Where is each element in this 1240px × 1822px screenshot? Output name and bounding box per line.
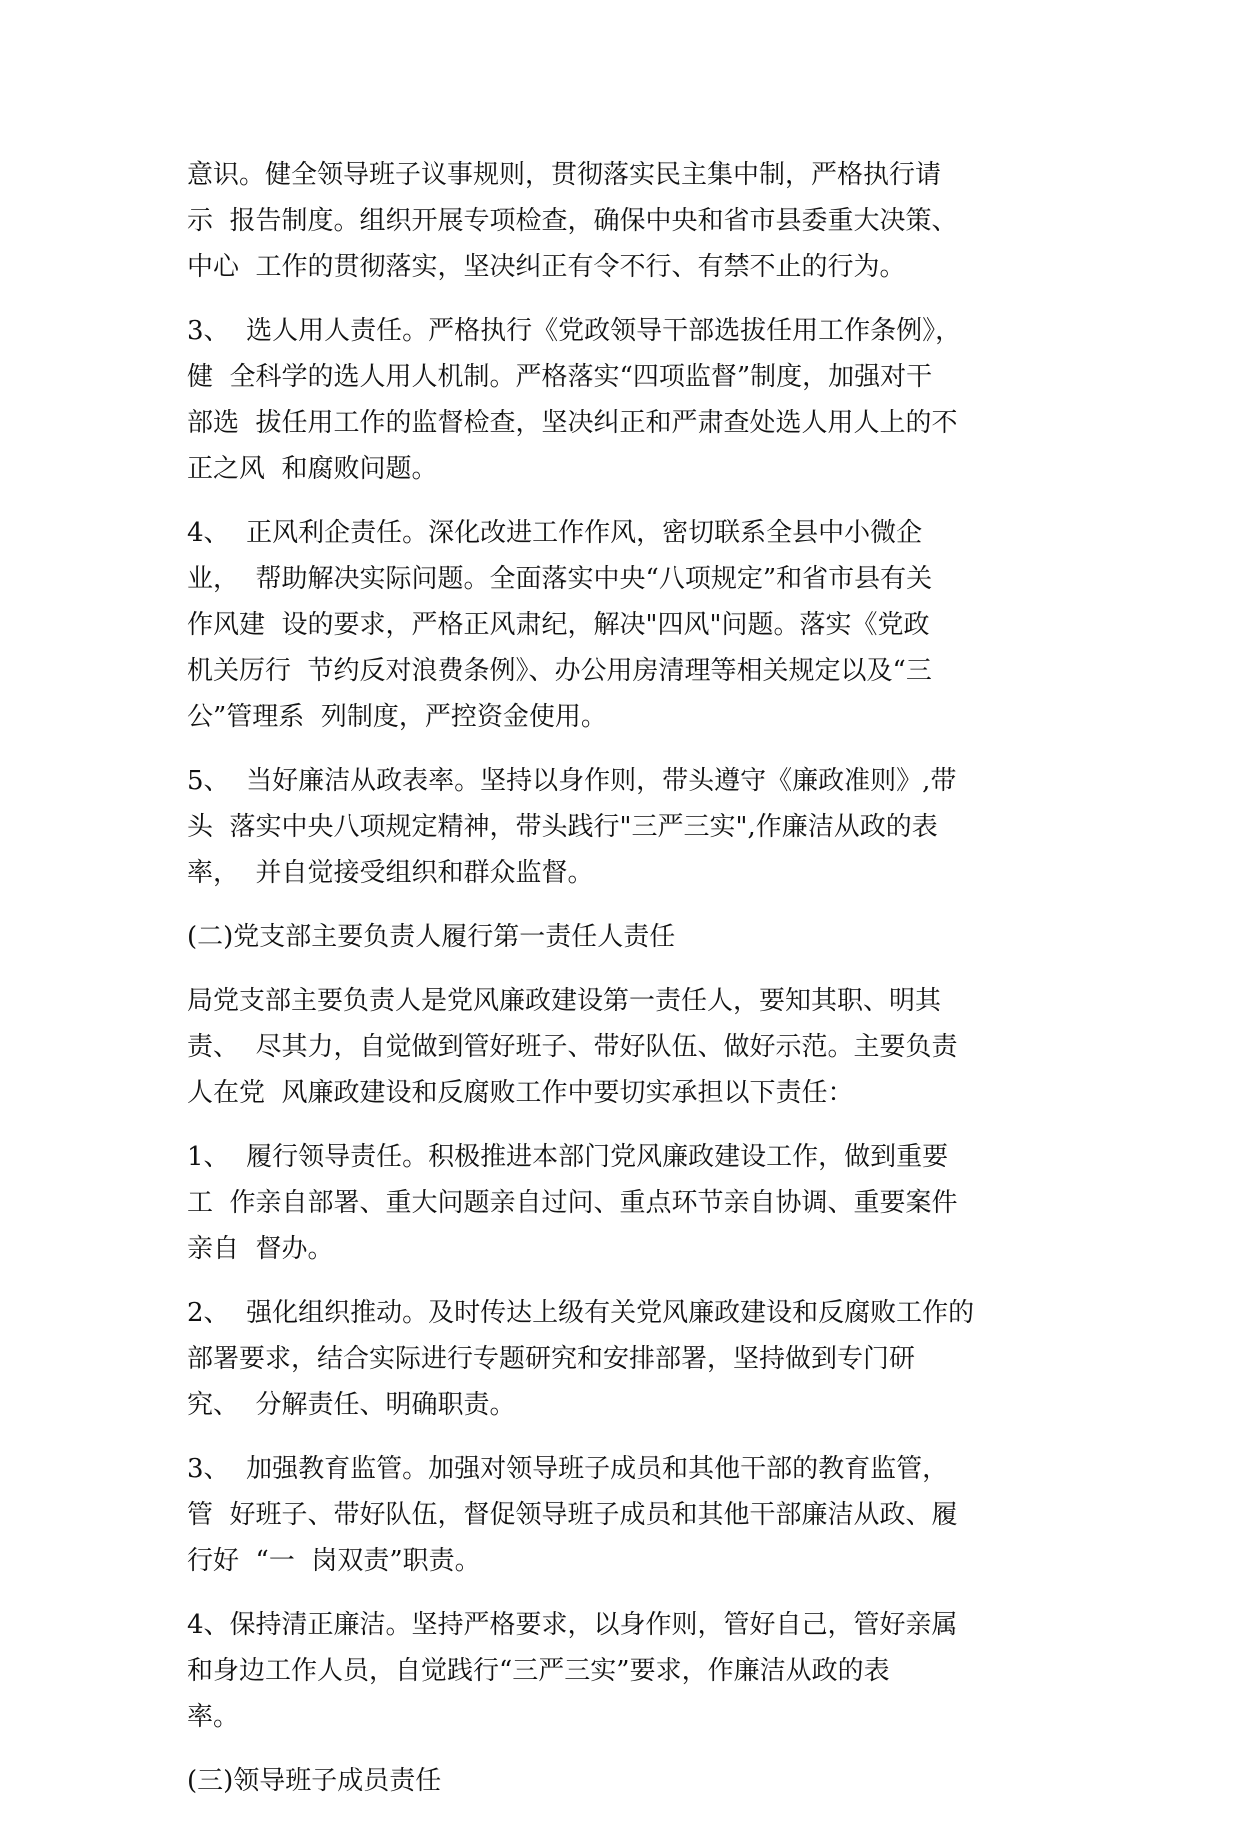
paragraph-item-5-integrity: [187, 758, 1067, 896]
section-heading-three: [187, 1758, 1067, 1804]
text-line: 3、 加强教育监管。加强对领导班子成员和其他干部的教育监管，: [187, 1454, 949, 1484]
text-line: 责、 尽其力，自觉做到管好班子、带好队伍、做好示范。主要负责: [187, 1032, 958, 1062]
text-line: 工 作亲自部署、重大问题亲自过问、重点环节亲自协调、重要案件: [187, 1188, 958, 1218]
text-line: 人在党 风廉政建设和反腐败工作中要切实承担以下责任：: [187, 1078, 854, 1108]
paragraph-item-3-personnel: [187, 308, 1067, 492]
text-line: 示 报告制度。组织开展专项检查，确保中央和省市县委重大决策、: [187, 206, 958, 236]
paragraph-duty-1-leadership: [187, 1134, 1067, 1272]
text-line: 机关厉行 节约反对浪费条例》、办公用房清理等相关规定以及“三: [187, 656, 932, 686]
text-line: 2、 强化组织推动。及时传达上级有关党风廉政建设和反腐败工作的: [187, 1298, 975, 1328]
text-line: 中心 工作的贯彻落实，坚决纠正有令不行、有禁不止的行为。: [187, 252, 906, 282]
text-line: 业， 帮助解决实际问题。全面落实中央“八项规定”和省市县有关: [187, 564, 933, 594]
paragraph-duty-2-organization: [187, 1290, 1067, 1428]
text-line: 率。: [187, 1702, 240, 1732]
text-line: 亲自 督办。: [187, 1234, 334, 1264]
text-line: 4、保持清正廉洁。坚持严格要求，以身作则，管好自己，管好亲属: [187, 1610, 958, 1640]
text-line: 究、 分解责任、明确职责。: [187, 1390, 516, 1420]
text-line: 部选 拔任用工作的监督检查，坚决纠正和严肃查处选人用人上的不: [187, 408, 958, 438]
text-line: 1、 履行领导责任。积极推进本部门党风廉政建设工作，做到重要: [187, 1142, 949, 1172]
text-line: 管 好班子、带好队伍，督促领导班子成员和其他干部廉洁从政、履: [187, 1500, 958, 1530]
text-line: 健 全科学的选人用人机制。严格落实“四项监督”制度，加强对干: [187, 362, 933, 392]
paragraph-meeting-rules: [187, 152, 1067, 290]
paragraph-first-responsible-person: [187, 978, 1067, 1116]
paragraph-duty-4-clean: [187, 1602, 1067, 1740]
heading-line: (二)党支部主要负责人履行第一责任人责任: [187, 922, 676, 952]
text-line: 意识。健全领导班子议事规则，贯彻落实民主集中制，严格执行请: [187, 160, 942, 190]
text-line: 4、 正风利企责任。深化改进工作作风，密切联系全县中小微企: [187, 518, 923, 548]
paragraph-item-4-work-style: [187, 510, 1067, 740]
text-line: 部署要求，结合实际进行专题研究和安排部署，坚持做到专门研: [187, 1344, 916, 1374]
text-line: 5、 当好廉洁从政表率。坚持以身作则，带头遵守《廉政准则》,带: [187, 766, 957, 796]
heading-line: (三)领导班子成员责任: [187, 1766, 442, 1796]
text-line: 作风建 设的要求，严格正风肃纪，解决"四风"问题。落实《党政: [187, 610, 930, 640]
paragraph-duty-3-education: [187, 1446, 1067, 1584]
text-line: 和身边工作人员，自觉践行“三严三实”要求，作廉洁从政的表: [187, 1656, 890, 1686]
text-line: 率， 并自觉接受组织和群众监督。: [187, 858, 594, 888]
text-line: 正之风 和腐败问题。: [187, 454, 438, 484]
text-line: 头 落实中央八项规定精神，带头践行"三严三实",作廉洁从政的表: [187, 812, 938, 842]
text-line: 局党支部主要负责人是党风廉政建设第一责任人，要知其职、明其: [187, 986, 942, 1016]
text-line: 公”管理系 列制度，严控资金使用。: [187, 702, 607, 732]
section-heading-two: [187, 914, 1067, 960]
text-line: 行好 “一 岗双责”职责。: [187, 1546, 481, 1576]
document-body: [187, 152, 1067, 1822]
text-line: 3、 选人用人责任。严格执行《党政领导干部选拔任用工作条例》，: [187, 316, 962, 346]
